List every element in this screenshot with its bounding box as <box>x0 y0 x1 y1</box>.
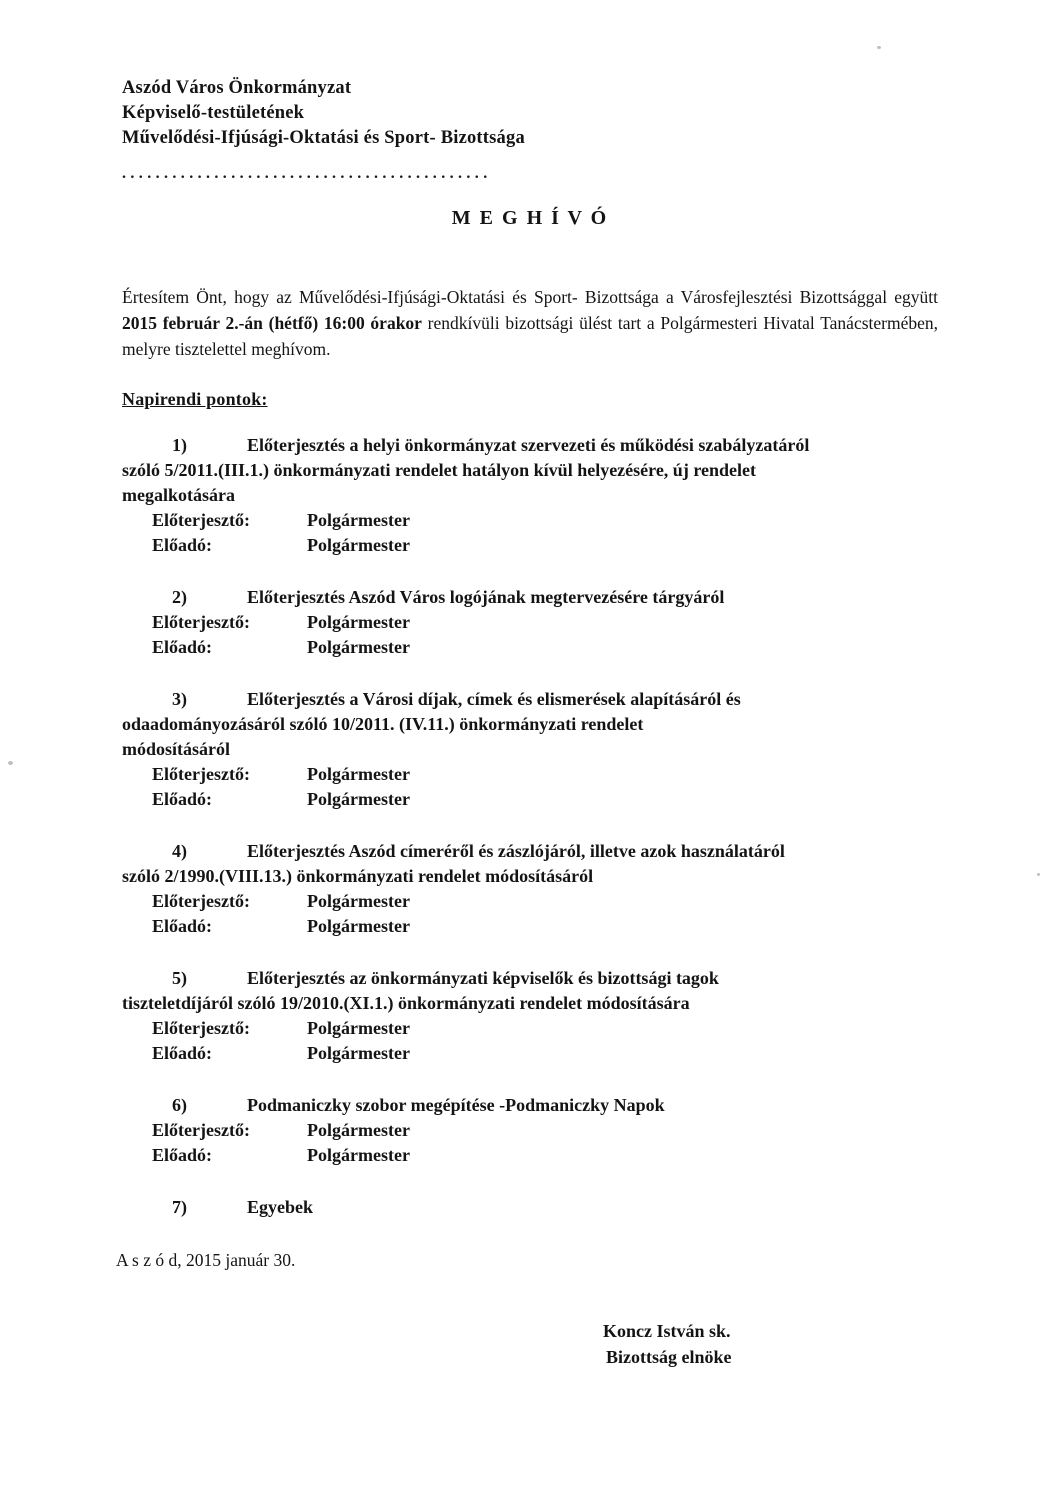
role-value: Polgármester <box>307 535 410 555</box>
document-title: M E G H Í V Ó <box>451 207 609 229</box>
role-label: Előadó: <box>152 1043 213 1063</box>
agenda-item-role-row <box>122 1143 938 1168</box>
role-value: Polgármester <box>307 1018 410 1038</box>
agenda-item <box>122 839 938 939</box>
agenda-item-first-line <box>122 1195 938 1220</box>
role-label: Előterjesztő: <box>152 764 250 784</box>
signatory-name: Koncz István sk. <box>603 1321 731 1341</box>
signature-block <box>603 1318 938 1370</box>
agenda-item-role-row <box>122 1041 938 1066</box>
agenda-item-first-line <box>122 839 938 864</box>
role-value: Polgármester <box>307 789 410 809</box>
agenda-item-rows <box>122 508 938 558</box>
role-label: Előterjesztő: <box>152 891 250 911</box>
agenda-item <box>122 966 938 1066</box>
agenda-item-number: 1) <box>172 435 187 455</box>
intro-text-before: Értesítem Önt, hogy az Művelődési-Ifjúsági-Oktatási és Sport- Bizottsága a Városfejlesztési Bizottsággal együtt <box>122 287 938 307</box>
agenda-item-title-first: Előterjesztés az önkormányzati képviselők és bizottsági tagok <box>247 968 719 988</box>
intro-text-after: rendkívüli bizottsági ülést tart a Polgármesteri Hivatal Tanácstermében, melyre tisztelettel meghívom. <box>122 313 938 359</box>
role-label: Előterjesztő: <box>152 1120 250 1140</box>
agenda-item-title-first: Podmaniczky szobor megépítése -Podmaniczky Napok <box>247 1095 665 1115</box>
agenda-item-first-line <box>122 585 938 610</box>
letterhead-line: Képviselő-testületének <box>122 103 305 123</box>
agenda-item-first-line <box>122 687 938 712</box>
agenda-item-number: 5) <box>172 968 187 988</box>
agenda-item-role-row <box>122 1016 938 1041</box>
role-label: Előadó: <box>152 789 213 809</box>
role-value: Polgármester <box>307 1120 410 1140</box>
agenda-item-role-row <box>122 533 938 558</box>
agenda-item-role-row <box>122 1118 938 1143</box>
agenda-item <box>122 1195 938 1220</box>
agenda-item-title-line: szóló 5/2011.(III.1.) önkormányzati rendelet hatályon kívül helyezésére, új rendelet <box>122 460 756 480</box>
agenda-item-title-first: Előterjesztés Aszód címeréről és zászlójáról, illetve azok használatáról <box>247 841 785 861</box>
role-label: Előadó: <box>152 637 213 657</box>
date-line: A s z ó d, 2015 január 30. <box>116 1250 296 1270</box>
scan-speck <box>1037 873 1040 876</box>
agenda-item-number: 7) <box>172 1197 187 1217</box>
agenda-heading: Napirendi pontok: <box>122 389 268 409</box>
role-value: Polgármester <box>307 764 410 784</box>
agenda-item-role-row <box>122 787 938 812</box>
agenda-item-title-line: megalkotására <box>122 485 235 505</box>
agenda-item-number: 2) <box>172 587 187 607</box>
agenda-item-role-row <box>122 762 938 787</box>
agenda-item-rows <box>122 762 938 812</box>
agenda-item-role-row <box>122 610 938 635</box>
role-value: Polgármester <box>307 916 410 936</box>
agenda-item <box>122 585 938 660</box>
agenda-item-number: 6) <box>172 1095 187 1115</box>
agenda-item-title-first: Előterjesztés Aszód Város logójának megtervezésére tárgyáról <box>247 587 725 607</box>
agenda-item-title-line: módosításáról <box>122 739 230 759</box>
agenda-item-rows <box>122 1016 938 1066</box>
agenda-item-rows <box>122 610 938 660</box>
agenda-item-rows <box>122 889 938 939</box>
role-label: Előadó: <box>152 1145 213 1165</box>
agenda-item-title-first: Előterjesztés a helyi önkormányzat szervezeti és működési szabályzatáról <box>247 435 810 455</box>
agenda-list <box>122 433 938 1220</box>
role-label: Előterjesztő: <box>152 1018 250 1038</box>
agenda-item-first-line <box>122 966 938 991</box>
agenda-item-title-extra <box>122 864 938 889</box>
role-value: Polgármester <box>307 1145 410 1165</box>
agenda-item-title-extra <box>122 458 938 508</box>
role-label: Előadó: <box>152 535 213 555</box>
agenda-item <box>122 1093 938 1168</box>
agenda-item-title-line: tiszteletdíjáról szóló 19/2010.(XI.1.) önkormányzati rendelet módosítására <box>122 993 690 1013</box>
letterhead-line: Aszód Város Önkormányzat <box>122 78 352 98</box>
role-value: Polgármester <box>307 637 410 657</box>
letterhead <box>122 76 938 151</box>
scan-speck <box>877 46 881 49</box>
intro-meeting-datetime: 2015 február 2.-án (hétfő) 16:00 órakor <box>122 313 422 333</box>
role-label: Előterjesztő: <box>152 612 250 632</box>
role-value: Polgármester <box>307 510 410 530</box>
agenda-item <box>122 687 938 812</box>
agenda-item-title-extra <box>122 991 938 1016</box>
role-value: Polgármester <box>307 891 410 911</box>
agenda-item-first-line <box>122 1093 938 1118</box>
agenda-item-title-line: odaadományozásáról szóló 10/2011. (IV.11.) önkormányzati rendelet <box>122 714 644 734</box>
agenda-item-role-row <box>122 914 938 939</box>
intro-paragraph <box>122 284 938 362</box>
agenda-item-number: 4) <box>172 841 187 861</box>
agenda-item-title-first: Előterjesztés a Városi díjak, címek és elismerések alapításáról és <box>247 689 741 709</box>
role-value: Polgármester <box>307 1043 410 1063</box>
agenda-item-role-row <box>122 635 938 660</box>
role-value: Polgármester <box>307 612 410 632</box>
agenda-item-title-first: Egyebek <box>247 1197 314 1217</box>
agenda-item-number: 3) <box>172 689 187 709</box>
dotted-separator: ............................................ <box>122 165 492 182</box>
agenda-item-role-row <box>122 508 938 533</box>
agenda-item <box>122 433 938 558</box>
letterhead-line: Művelődési-Ifjúsági-Oktatási és Sport- Bizottsága <box>122 128 525 148</box>
agenda-item-rows <box>122 1118 938 1168</box>
signatory-role: Bizottság elnöke <box>606 1347 732 1367</box>
agenda-item-role-row <box>122 889 938 914</box>
role-label: Előterjesztő: <box>152 510 250 530</box>
agenda-item-title-extra <box>122 712 938 762</box>
scan-speck <box>8 761 13 765</box>
agenda-item-first-line <box>122 433 938 458</box>
agenda-item-title-line: szóló 2/1990.(VIII.13.) önkormányzati rendelet módosításáról <box>122 866 594 886</box>
role-label: Előadó: <box>152 916 213 936</box>
